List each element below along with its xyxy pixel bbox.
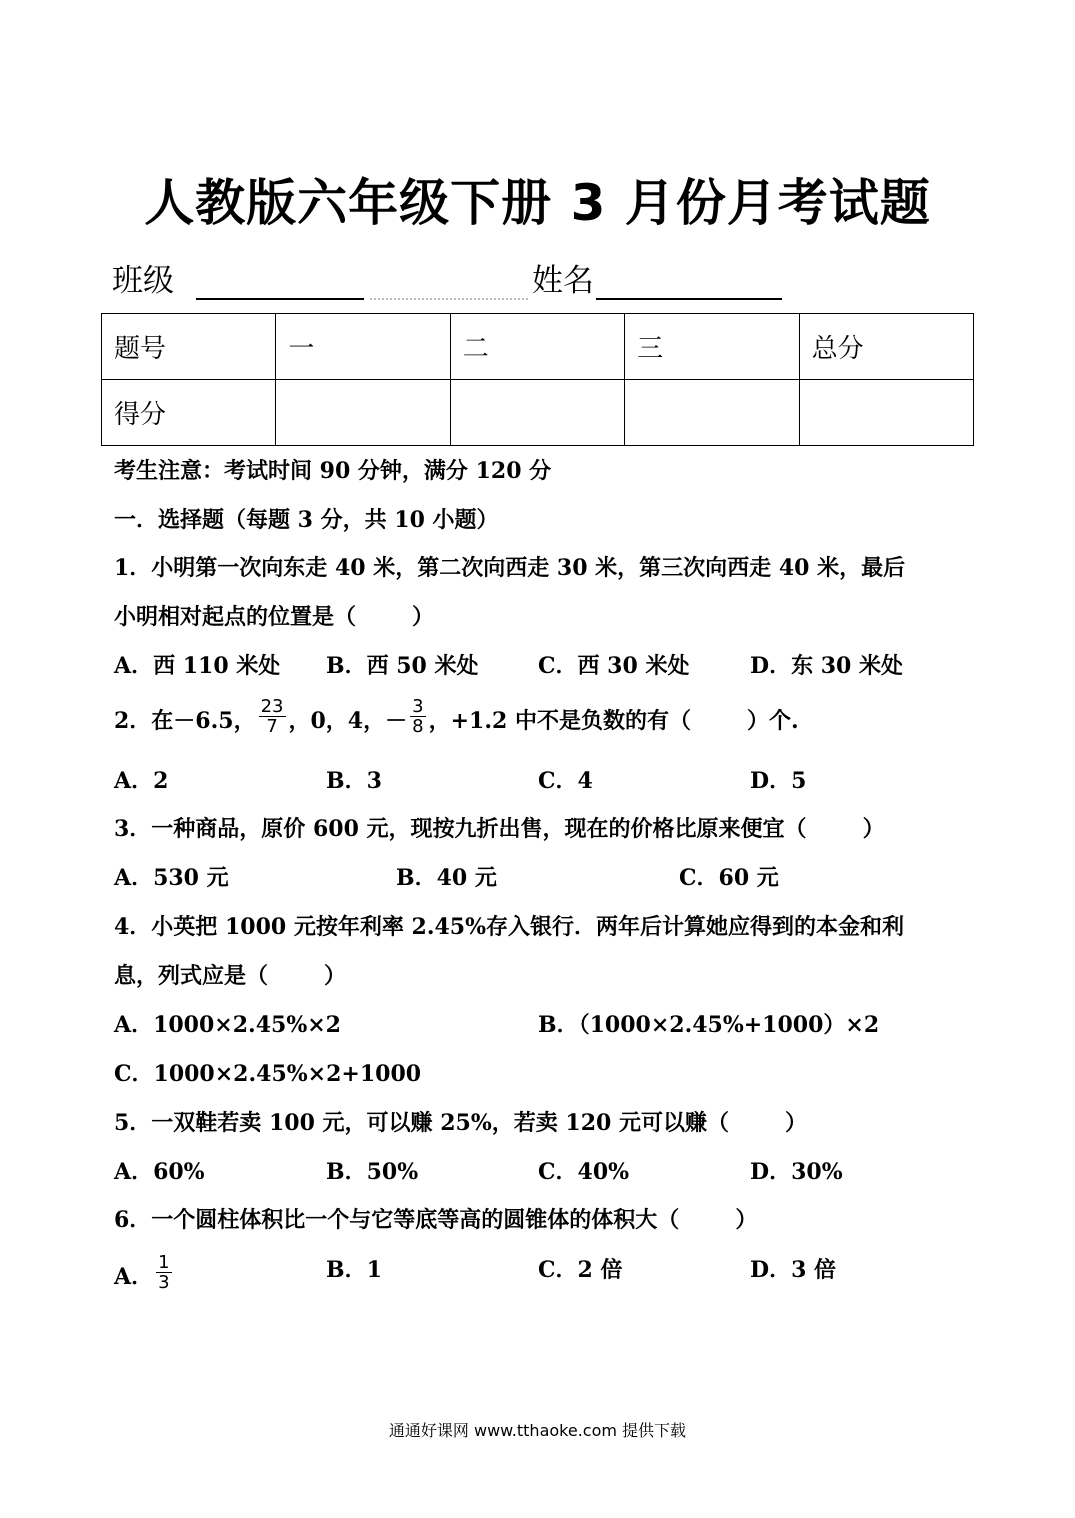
fraction-1-3 (156, 1253, 171, 1292)
option-c[interactable]: C．西 30 米处 (538, 653, 690, 679)
close-paren: ） (735, 1207, 758, 1233)
option-c[interactable]: C．40% (538, 1159, 630, 1185)
option-a[interactable]: A．530 元 (114, 865, 229, 891)
score-table (101, 313, 974, 446)
option-b[interactable]: B．西 50 米处 (326, 653, 479, 679)
option-b[interactable]: B．1 (326, 1257, 382, 1283)
option-c[interactable]: C．60 元 (679, 865, 779, 891)
score-cell (799, 380, 973, 446)
class-label: 班级 (112, 263, 174, 299)
question-5 (114, 1108, 807, 1138)
close-paren: ）个. (746, 708, 799, 734)
question-4-text: 息，列式应是（ (114, 963, 269, 989)
option-d[interactable]: D．东 30 米处 (750, 653, 904, 679)
exam-notice: 考生注意：考试时间 90 分钟，满分 120 分 (114, 458, 552, 484)
footer-source: 通通好课网 www.tthaoke.com 提供下载 (388, 1421, 687, 1440)
score-table-score-row (102, 380, 974, 446)
question-2-prefix: 2．在－6.5， (114, 708, 256, 734)
option-a-label: A． (114, 1264, 154, 1290)
option-a[interactable]: A．2 (114, 768, 169, 794)
section-heading: 一．选择题（每题 3 分，共 10 小题） (114, 507, 499, 533)
score-table-header-row (102, 314, 974, 380)
option-b[interactable]: B．50% (326, 1159, 419, 1185)
option-b[interactable]: B．3 (326, 768, 382, 794)
question-1-text: 小明相对起点的位置是（ (114, 604, 357, 630)
class-blank-line[interactable] (196, 298, 364, 300)
option-c[interactable]: C．2 倍 (538, 1257, 623, 1283)
question-2-suffix: ，+1.2 中不是负数的有（ (428, 708, 691, 734)
option-d[interactable]: D．3 倍 (750, 1257, 837, 1283)
score-cell: 三 (625, 314, 799, 380)
close-paren: ） (862, 816, 885, 842)
option-a[interactable]: A．1000×2.45%×2 (114, 1012, 341, 1038)
fraction-numerator: 3 (412, 695, 424, 717)
fraction-denominator: 7 (266, 715, 278, 737)
option-a[interactable] (114, 1251, 175, 1293)
question-3 (114, 814, 885, 844)
score-cell: 得分 (102, 380, 276, 446)
option-a[interactable]: A．西 110 米处 (114, 653, 281, 679)
question-6-text: 6．一个圆柱体积比一个与它等底等高的圆锥体的体积大（ (114, 1207, 680, 1233)
question-4-line1: 4．小英把 1000 元按年利率 2.45%存入银行．两年后计算她应得到的本金和利 (114, 914, 905, 940)
close-paren: ） (412, 604, 435, 630)
question-2 (114, 695, 799, 737)
score-cell: 二 (450, 314, 624, 380)
student-info-fields (112, 258, 812, 304)
name-label: 姓名 (532, 263, 594, 299)
question-5-text: 5．一双鞋若卖 100 元，可以赚 25%，若卖 120 元可以赚（ (114, 1110, 729, 1136)
score-cell (450, 380, 624, 446)
fraction-denominator: 3 (158, 1271, 170, 1293)
question-1-line1: 1．小明第一次向东走 40 米，第二次向西走 30 米，第三次向西走 40 米，最后 (114, 555, 906, 581)
fraction-denominator: 8 (412, 715, 424, 737)
score-cell: 总分 (799, 314, 973, 380)
option-b[interactable]: B．40 元 (396, 865, 497, 891)
close-paren: ） (784, 1110, 807, 1136)
question-1-line2 (114, 602, 434, 632)
name-blank-line[interactable] (596, 298, 782, 300)
question-6 (114, 1205, 757, 1235)
score-cell: 一 (276, 314, 450, 380)
dotted-divider (370, 298, 528, 300)
option-b[interactable]: B．（1000×2.45%+1000）×2 (538, 1012, 880, 1038)
question-3-text: 3．一种商品，原价 600 元，现按九折出售，现在的价格比原来便宜（ (114, 816, 807, 842)
fraction-numerator: 23 (260, 695, 284, 717)
score-cell (625, 380, 799, 446)
option-d[interactable]: D．5 (750, 768, 807, 794)
close-paren: ） (324, 963, 347, 989)
fraction-23-7 (259, 697, 286, 736)
fraction-numerator: 1 (158, 1251, 170, 1273)
option-d[interactable]: D．30% (750, 1159, 843, 1185)
option-a[interactable]: A．60% (114, 1159, 205, 1185)
score-cell: 题号 (102, 314, 276, 380)
option-c[interactable]: C．1000×2.45%×2+1000 (114, 1061, 422, 1087)
question-4-line2 (114, 961, 346, 991)
score-cell (276, 380, 450, 446)
question-2-mid: ，0，4，－ (288, 708, 408, 734)
fraction-3-8 (410, 697, 425, 736)
option-c[interactable]: C．4 (538, 768, 593, 794)
exam-title: 人教版六年级下册 3 月份月考试题 (144, 174, 931, 232)
